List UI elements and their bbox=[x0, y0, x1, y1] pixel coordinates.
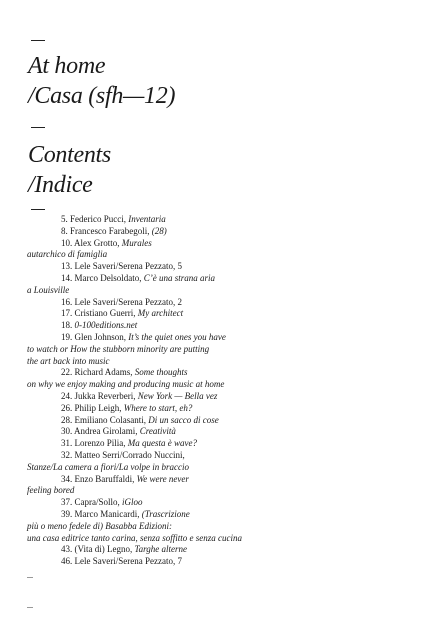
toc-entry-continuation bbox=[27, 521, 407, 533]
toc-entry-text: 19. Glen Johnson, bbox=[61, 331, 129, 342]
toc-entry-title: Inventaria bbox=[128, 214, 166, 224]
title-line-casa: /Casa (sfh—12) bbox=[28, 83, 176, 109]
toc-entry-title: (28) bbox=[151, 225, 167, 236]
toc-entry-text: 5. Federico Pucci, bbox=[61, 214, 129, 224]
toc-entry bbox=[27, 544, 407, 556]
toc-entry-continuation bbox=[27, 462, 407, 474]
toc-entry-title: It’s the quiet ones you have bbox=[128, 331, 226, 342]
toc-entry bbox=[27, 556, 407, 568]
toc-entry-text: 14. Marco Delsoldato, bbox=[61, 272, 144, 283]
toc-entry bbox=[27, 332, 407, 344]
toc-entry-text: 31. Lorenzo Pilia, bbox=[61, 438, 128, 449]
toc-entry-text: 16. Lele Saveri/Serena Pezzato, 2 bbox=[61, 296, 182, 307]
toc-entry-text: 13. Lele Saveri/Serena Pezzato, 5 bbox=[61, 261, 182, 272]
toc-entry-text: 30. Andrea Girolami, bbox=[61, 426, 140, 437]
toc-entry-title: feeling bored bbox=[27, 485, 75, 496]
toc-entry bbox=[27, 320, 407, 332]
page-edge-mark-top bbox=[27, 577, 33, 578]
toc-entry bbox=[27, 214, 407, 226]
toc-entry-continuation bbox=[27, 249, 407, 261]
toc-entry-continuation bbox=[27, 344, 407, 356]
toc-entry-title: on why we enjoy making and producing music at home bbox=[27, 379, 225, 390]
toc-entry-title: C’è una strana aria bbox=[143, 272, 215, 283]
top-rule bbox=[31, 40, 45, 41]
toc-entry bbox=[27, 238, 407, 250]
toc-entry bbox=[27, 391, 407, 403]
toc-entry-text: 8. Francesco Farabegoli, bbox=[61, 225, 152, 236]
toc-entry-title: 0-100editions.net bbox=[74, 320, 138, 331]
toc-entry-title: We were never bbox=[136, 473, 189, 484]
toc-entry-title: Where to start, eh? bbox=[123, 402, 193, 413]
toc-entry-title: una casa editrice tanto carina, senza soffitto e senza cucina bbox=[27, 532, 242, 543]
toc-entry-text: 32. Matteo Serri/Corrado Nuccini, bbox=[61, 449, 185, 460]
toc-entry-text: 22. Richard Adams, bbox=[61, 367, 135, 378]
toc-entry-text: 18. bbox=[61, 320, 75, 331]
toc-entry-text: 43. (Vita di) Legno, bbox=[61, 544, 135, 555]
toc-entry-title: the art back into music bbox=[27, 355, 110, 366]
toc-entry-continuation bbox=[27, 285, 407, 297]
toc-entry-title: più o meno fedele di) Basabba Edizioni: bbox=[27, 520, 172, 531]
toc-entry-title: Di un sacco di cose bbox=[148, 414, 219, 425]
toc-entry-text: 26. Philip Leigh, bbox=[61, 402, 124, 413]
title-line-indice: /Indice bbox=[28, 172, 93, 198]
toc-entry bbox=[27, 438, 407, 450]
toc-entry-continuation bbox=[27, 379, 407, 391]
lower-rule bbox=[31, 209, 45, 210]
toc-entry bbox=[27, 297, 407, 309]
toc-entry bbox=[27, 308, 407, 320]
toc-entry-title: Murales bbox=[121, 237, 152, 248]
toc-entry-title: Some thoughts bbox=[134, 367, 188, 378]
toc-entry bbox=[27, 403, 407, 415]
toc-entry bbox=[27, 273, 407, 285]
toc-entry bbox=[27, 509, 407, 521]
page-edge-mark-bottom bbox=[27, 607, 33, 608]
toc-entry-title: iGloo bbox=[122, 497, 143, 508]
table-of-contents bbox=[27, 214, 407, 568]
toc-entry-title: Targhe alterne bbox=[134, 544, 188, 555]
title-contents bbox=[28, 140, 111, 200]
toc-entry-continuation bbox=[27, 485, 407, 497]
toc-entry-text: 28. Emiliano Colasanti, bbox=[61, 414, 149, 425]
title-at-home bbox=[28, 51, 175, 111]
toc-entry-title: a Louisville bbox=[27, 284, 70, 295]
title-line-at-home: At home bbox=[28, 53, 106, 79]
toc-entry-title: autarchico di famiglia bbox=[27, 249, 108, 260]
title-line-contents: Contents bbox=[28, 142, 111, 168]
toc-entry-text: 17. Cristiano Guerri, bbox=[61, 308, 138, 319]
toc-entry-title: My architect bbox=[137, 308, 184, 319]
toc-entry bbox=[27, 450, 407, 462]
toc-entry-text: 10. Alex Grotto, bbox=[61, 237, 122, 248]
toc-entry bbox=[27, 415, 407, 427]
toc-entry bbox=[27, 497, 407, 509]
toc-entry-text: 34. Enzo Baruffaldi, bbox=[61, 473, 137, 484]
toc-entry-text: 46. Lele Saveri/Serena Pezzato, 7 bbox=[61, 556, 182, 567]
toc-entry-text: 24. Jukka Reverberi, bbox=[61, 390, 138, 401]
toc-entry-title: Ma questa è wave? bbox=[127, 438, 197, 449]
toc-entry bbox=[27, 474, 407, 486]
toc-entry-continuation bbox=[27, 356, 407, 368]
toc-entry-title: (Trascrizione bbox=[141, 508, 190, 519]
toc-entry-title: to watch or How the stubborn minority are putting bbox=[27, 343, 210, 354]
toc-entry bbox=[27, 426, 407, 438]
toc-entry-text: 37. Capra/Sollo, bbox=[61, 497, 122, 508]
toc-entry-text: 39. Marco Manicardi, bbox=[61, 508, 142, 519]
toc-entry bbox=[27, 261, 407, 273]
middle-rule bbox=[31, 127, 45, 128]
toc-entry-title: Stanze/La camera a fiori/La volpe in braccio bbox=[27, 461, 189, 472]
toc-entry bbox=[27, 226, 407, 238]
toc-entry-title: Creatività bbox=[139, 426, 176, 437]
toc-entry-title: New York — Bella vez bbox=[137, 390, 218, 401]
toc-entry-continuation bbox=[27, 533, 407, 545]
toc-entry bbox=[27, 367, 407, 379]
